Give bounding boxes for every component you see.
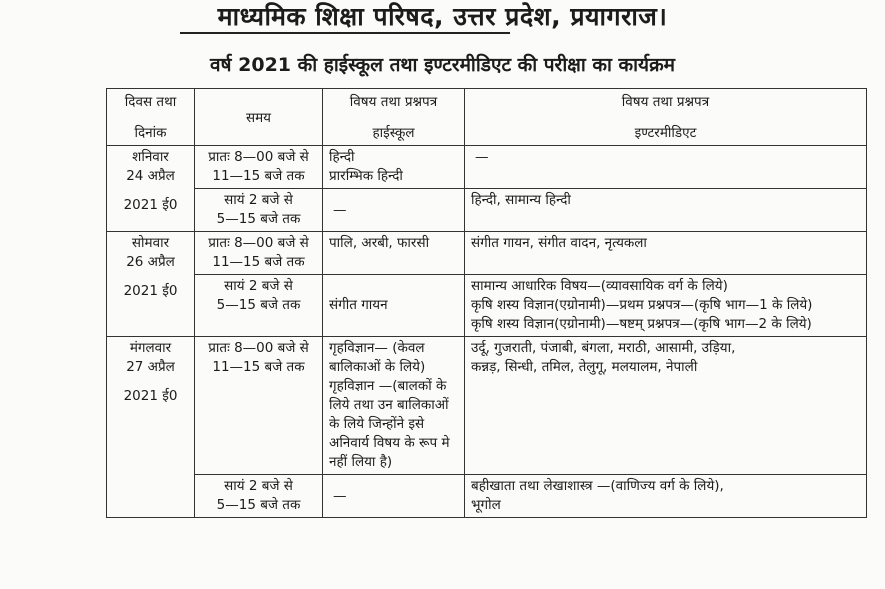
time-cell: प्रातः 8—00 बजे से 11—15 बजे तक [195,232,323,275]
highschool-subject-cell: संगीत गायन [323,275,465,337]
header-day-date: दिवस तथा दिनांक [107,89,195,146]
page-title: माध्यमिक शिक्षा परिषद, उत्तर प्रदेश, प्रयागराज। [0,0,885,34]
schedule-subtitle: वर्ष 2021 की हाईस्कूल तथा इण्टरमीडिएट की परीक्षा का कार्यक्रम [209,54,676,76]
exam-schedule-table [106,88,867,518]
intermediate-subject-cell: हिन्दी, सामान्य हिन्दी [465,189,867,232]
time-cell: प्रातः 8—00 बजे से 11—15 बजे तक [195,337,323,475]
intermediate-subject-cell: बहीखाता तथा लेखाशास्त्र —(वाणिज्य वर्ग के लिये), भूगोल [465,475,867,518]
time-cell: सायं 2 बजे से 5—15 बजे तक [195,189,323,232]
table-row [107,275,867,337]
time-cell: सायं 2 बजे से 5—15 बजे तक [195,275,323,337]
table-row [107,337,867,475]
table-row [107,475,867,518]
header-time: समय [195,89,323,146]
intermediate-subject-cell: संगीत गायन, संगीत वादन, नृत्यकला [465,232,867,275]
table-row [107,189,867,232]
highschool-subject-cell: हिन्दी प्रारम्भिक हिन्दी [323,146,465,189]
highschool-subject-cell: — [323,189,465,232]
intermediate-subject-cell: — [465,146,867,189]
title-underline [180,32,510,34]
day-cell: सोमवार 26 अप्रैल 2021 ई0 [107,232,195,337]
time-cell: सायं 2 बजे से 5—15 बजे तक [195,475,323,518]
time-cell: प्रातः 8—00 बजे से 11—15 बजे तक [195,146,323,189]
highschool-subject-cell: पालि, अरबी, फारसी [323,232,465,275]
header-row [107,89,867,146]
day-cell: मंगलवार 27 अप्रैल 2021 ई0 [107,337,195,518]
highschool-subject-cell: — [323,475,465,518]
day-cell: शनिवार 24 अप्रैल 2021 ई0 [107,146,195,232]
header-intermediate: विषय तथा प्रश्नपत्र इण्टरमीडिएट [465,89,867,146]
table-row [107,146,867,189]
highschool-subject-cell: गृहविज्ञान— (केवल बालिकाओं के लिये) गृहविज्ञान —(बालकों के लिये तथा उन बालिकाओं के लिये जिन्होंने इसे अनिवार्य विषय के रूप मे नहीं लिया है) [323,337,465,475]
table-row [107,232,867,275]
header-highschool: विषय तथा प्रश्नपत्र हाईस्कूल [323,89,465,146]
intermediate-subject-cell: उर्दू, गुजराती, पंजाबी, बंगला, मराठी, आसामी, उड़िया, कन्नड़, सिन्धी, तमिल, तेलुगू, मलयालम, नेपाली [465,337,867,475]
intermediate-subject-cell: सामान्य आधारिक विषय—(व्यावसायिक वर्ग के लिये) कृषि शस्य विज्ञान(एग्रोनामी)—प्रथम प्रश्नपत्र—(कृषि भाग—1 के लिये) कृषि शस्य विज्ञान(एग्रोनामी)—षष्टम् प्रश्नपत्र—(कृषि भाग—2 के लिये) [465,275,867,337]
